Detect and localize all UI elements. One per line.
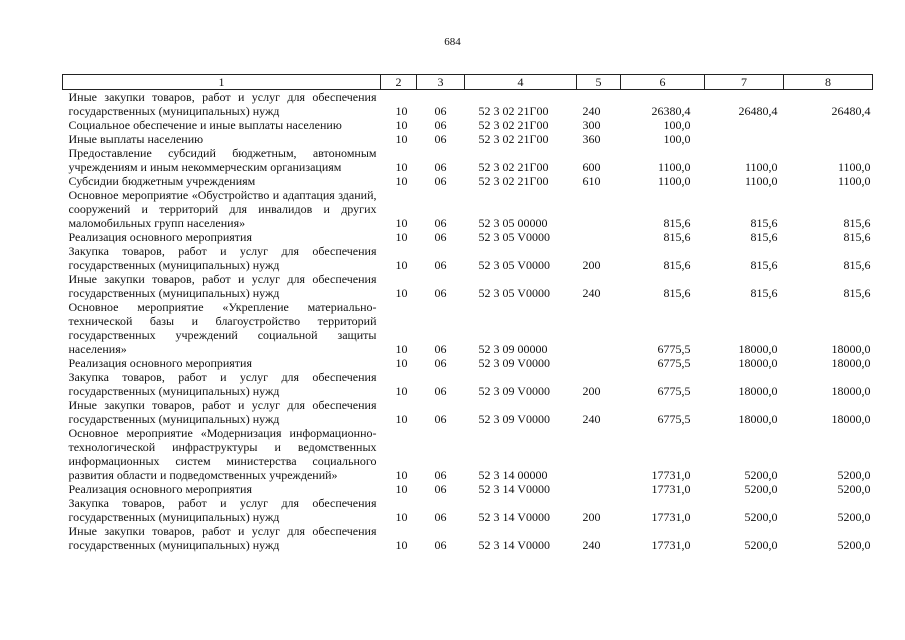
row-section-code: 10 <box>395 104 408 118</box>
row-expense-type: 300 <box>582 118 601 132</box>
table-body <box>63 90 873 553</box>
row-amount-col8: 5200,0 <box>837 538 871 552</box>
row-amount-col6: 17731,0 <box>651 468 691 482</box>
row-section-code: 10 <box>395 216 408 230</box>
row-amount-col8: 5200,0 <box>837 468 871 482</box>
row-amount-col7: 18000,0 <box>738 384 778 398</box>
row-subsection-code: 06 <box>434 230 447 244</box>
row-section-code: 10 <box>395 132 408 146</box>
column-number-4: 4 <box>465 75 577 90</box>
row-expense-type <box>577 230 621 244</box>
row-amount-col7: 18000,0 <box>738 342 778 356</box>
row-amount-col8: 5200,0 <box>837 510 871 524</box>
row-section-code: 10 <box>395 174 408 188</box>
row-name: Основное мероприятие «Модернизация информационно-технологической инфраструктуры и ведомственных информационных систем министерства социального развития области и подведомственных учреждений» <box>68 426 377 482</box>
row-amount-col7: 18000,0 <box>738 356 778 370</box>
row-amount-col6: 815,6 <box>663 286 691 300</box>
table-row <box>63 300 873 356</box>
row-section-code: 10 <box>395 356 408 370</box>
table-row <box>63 496 873 524</box>
row-amount-col8: 1100,0 <box>837 174 871 188</box>
row-subsection-code: 06 <box>434 174 447 188</box>
row-expense-type: 240 <box>582 104 601 118</box>
row-expense-type <box>577 300 621 356</box>
row-expense-type: 200 <box>582 384 601 398</box>
row-name: Реализация основного мероприятия <box>68 230 252 244</box>
table-row <box>63 356 873 370</box>
row-expense-type: 240 <box>582 412 601 426</box>
row-subsection-code: 06 <box>434 538 447 552</box>
row-target-article: 52 3 14 V0000 <box>478 482 550 496</box>
row-amount-col6: 815,6 <box>663 258 691 272</box>
table-row <box>63 132 873 146</box>
row-expense-type: 240 <box>582 538 601 552</box>
table-row <box>63 244 873 272</box>
row-amount-col8: 18000,0 <box>831 342 871 356</box>
row-amount-col6: 1100,0 <box>657 160 691 174</box>
table-row <box>63 482 873 496</box>
row-expense-type <box>577 482 621 496</box>
row-name: Иные выплаты населению <box>68 132 204 146</box>
row-amount-col7: 815,6 <box>750 216 778 230</box>
row-amount-col8 <box>784 132 873 146</box>
row-name: Реализация основного мероприятия <box>68 356 252 370</box>
column-number-1: 1 <box>63 75 381 90</box>
row-subsection-code: 06 <box>434 286 447 300</box>
row-name: Социальное обеспечение и иные выплаты населению <box>68 118 342 132</box>
table-header <box>63 75 873 90</box>
column-number-row <box>63 75 873 90</box>
row-subsection-code: 06 <box>434 342 447 356</box>
row-section-code: 10 <box>395 258 408 272</box>
row-expense-type: 200 <box>582 510 601 524</box>
row-subsection-code: 06 <box>434 216 447 230</box>
column-number-5: 5 <box>577 75 621 90</box>
row-section-code: 10 <box>395 468 408 482</box>
row-section-code: 10 <box>395 342 408 356</box>
row-amount-col6: 26380,4 <box>651 104 691 118</box>
row-name: Иные закупки товаров, работ и услуг для обеспечения государственных (муниципальных) нужд <box>68 398 377 426</box>
row-amount-col8: 815,6 <box>843 286 871 300</box>
row-section-code: 10 <box>395 384 408 398</box>
row-amount-col7: 5200,0 <box>744 482 778 496</box>
row-expense-type: 200 <box>582 258 601 272</box>
row-target-article: 52 3 02 21Г00 <box>478 160 549 174</box>
row-target-article: 52 3 09 00000 <box>478 342 548 356</box>
table-row <box>63 426 873 482</box>
row-section-code: 10 <box>395 286 408 300</box>
column-number-7: 7 <box>705 75 784 90</box>
row-name: Реализация основного мероприятия <box>68 482 252 496</box>
column-number-8: 8 <box>784 75 873 90</box>
row-section-code: 10 <box>395 482 408 496</box>
row-target-article: 52 3 02 21Г00 <box>478 118 549 132</box>
row-amount-col6: 17731,0 <box>651 482 691 496</box>
row-section-code: 10 <box>395 230 408 244</box>
table-row <box>63 90 873 119</box>
row-amount-col8: 815,6 <box>843 230 871 244</box>
row-target-article: 52 3 14 V0000 <box>478 510 550 524</box>
row-target-article: 52 3 05 V0000 <box>478 230 550 244</box>
row-name: Субсидии бюджетным учреждениям <box>68 174 256 188</box>
row-amount-col8 <box>784 118 873 132</box>
row-amount-col6: 6775,5 <box>657 356 691 370</box>
row-subsection-code: 06 <box>434 132 447 146</box>
row-amount-col7: 5200,0 <box>744 538 778 552</box>
row-amount-col7: 815,6 <box>750 258 778 272</box>
row-target-article: 52 3 05 V0000 <box>478 258 550 272</box>
table-row <box>63 118 873 132</box>
row-target-article: 52 3 09 V0000 <box>478 356 550 370</box>
row-target-article: 52 3 02 21Г00 <box>478 132 549 146</box>
row-amount-col7: 5200,0 <box>744 468 778 482</box>
row-name: Основное мероприятие «Обустройство и адаптация зданий, сооружений и территорий для инвалидов и других маломобильных групп населения» <box>68 188 377 230</box>
row-expense-type <box>577 356 621 370</box>
row-expense-type <box>577 426 621 482</box>
row-amount-col7: 1100,0 <box>744 160 778 174</box>
row-amount-col8: 26480,4 <box>831 104 871 118</box>
row-target-article: 52 3 14 00000 <box>478 468 548 482</box>
column-number-2: 2 <box>381 75 417 90</box>
row-name: Иные закупки товаров, работ и услуг для обеспечения государственных (муниципальных) нужд <box>68 272 377 300</box>
row-target-article: 52 3 14 V0000 <box>478 538 550 552</box>
row-target-article: 52 3 02 21Г00 <box>478 104 549 118</box>
row-amount-col8: 18000,0 <box>831 412 871 426</box>
column-number-3: 3 <box>417 75 465 90</box>
page-number: 684 <box>444 36 461 48</box>
row-amount-col8: 5200,0 <box>837 482 871 496</box>
row-amount-col6: 6775,5 <box>657 412 691 426</box>
row-amount-col6: 100,0 <box>663 118 691 132</box>
table-row <box>63 146 873 174</box>
row-name: Закупка товаров, работ и услуг для обеспечения государственных (муниципальных) нужд <box>68 370 377 398</box>
row-subsection-code: 06 <box>434 468 447 482</box>
row-amount-col6: 17731,0 <box>651 538 691 552</box>
row-amount-col7: 815,6 <box>750 230 778 244</box>
row-target-article: 52 3 02 21Г00 <box>478 174 549 188</box>
table-row <box>63 174 873 188</box>
row-amount-col6: 6775,5 <box>657 384 691 398</box>
row-expense-type: 610 <box>582 174 601 188</box>
row-subsection-code: 06 <box>434 510 447 524</box>
row-name: Иные закупки товаров, работ и услуг для обеспечения государственных (муниципальных) нужд <box>68 90 377 118</box>
row-amount-col7 <box>705 132 784 146</box>
table-row <box>63 272 873 300</box>
table-row <box>63 524 873 552</box>
row-amount-col8: 815,6 <box>843 258 871 272</box>
row-name: Закупка товаров, работ и услуг для обеспечения государственных (муниципальных) нужд <box>68 244 377 272</box>
row-target-article: 52 3 05 00000 <box>478 216 548 230</box>
row-amount-col8: 18000,0 <box>831 356 871 370</box>
row-subsection-code: 06 <box>434 118 447 132</box>
row-amount-col7: 5200,0 <box>744 510 778 524</box>
row-section-code: 10 <box>395 118 408 132</box>
row-amount-col7: 26480,4 <box>738 104 778 118</box>
row-section-code: 10 <box>395 538 408 552</box>
row-expense-type: 600 <box>582 160 601 174</box>
row-amount-col6: 100,0 <box>663 132 691 146</box>
row-subsection-code: 06 <box>434 482 447 496</box>
row-subsection-code: 06 <box>434 356 447 370</box>
row-amount-col6: 815,6 <box>663 216 691 230</box>
row-name: Закупка товаров, работ и услуг для обеспечения государственных (муниципальных) нужд <box>68 496 377 524</box>
table-row <box>63 370 873 398</box>
row-target-article: 52 3 09 V0000 <box>478 412 550 426</box>
table-row <box>63 188 873 230</box>
row-amount-col6: 17731,0 <box>651 510 691 524</box>
row-name: Основное мероприятие «Укрепление материально-технической базы и благоустройство территорий государственных учреждений социальной защиты населения» <box>68 300 377 356</box>
row-amount-col6: 6775,5 <box>657 342 691 356</box>
row-section-code: 10 <box>395 160 408 174</box>
table-row <box>63 398 873 426</box>
row-amount-col6: 815,6 <box>663 230 691 244</box>
row-expense-type <box>577 188 621 230</box>
column-number-6: 6 <box>621 75 705 90</box>
row-amount-col8: 18000,0 <box>831 384 871 398</box>
row-expense-type: 240 <box>582 286 601 300</box>
budget-table <box>62 74 873 552</box>
row-subsection-code: 06 <box>434 258 447 272</box>
table-row <box>63 230 873 244</box>
row-amount-col7: 1100,0 <box>744 174 778 188</box>
row-subsection-code: 06 <box>434 384 447 398</box>
row-amount-col7: 18000,0 <box>738 412 778 426</box>
row-amount-col8: 815,6 <box>843 216 871 230</box>
row-section-code: 10 <box>395 510 408 524</box>
row-section-code: 10 <box>395 412 408 426</box>
row-target-article: 52 3 09 V0000 <box>478 384 550 398</box>
row-amount-col7 <box>705 118 784 132</box>
row-expense-type: 360 <box>582 132 601 146</box>
row-target-article: 52 3 05 V0000 <box>478 286 550 300</box>
row-amount-col6: 1100,0 <box>657 174 691 188</box>
row-name: Иные закупки товаров, работ и услуг для обеспечения государственных (муниципальных) нужд <box>68 524 377 552</box>
row-subsection-code: 06 <box>434 104 447 118</box>
row-amount-col7: 815,6 <box>750 286 778 300</box>
row-subsection-code: 06 <box>434 160 447 174</box>
row-name: Предоставление субсидий бюджетным, автономным учреждениям и иным некоммерческим организациям <box>68 146 377 174</box>
row-amount-col8: 1100,0 <box>837 160 871 174</box>
row-subsection-code: 06 <box>434 412 447 426</box>
